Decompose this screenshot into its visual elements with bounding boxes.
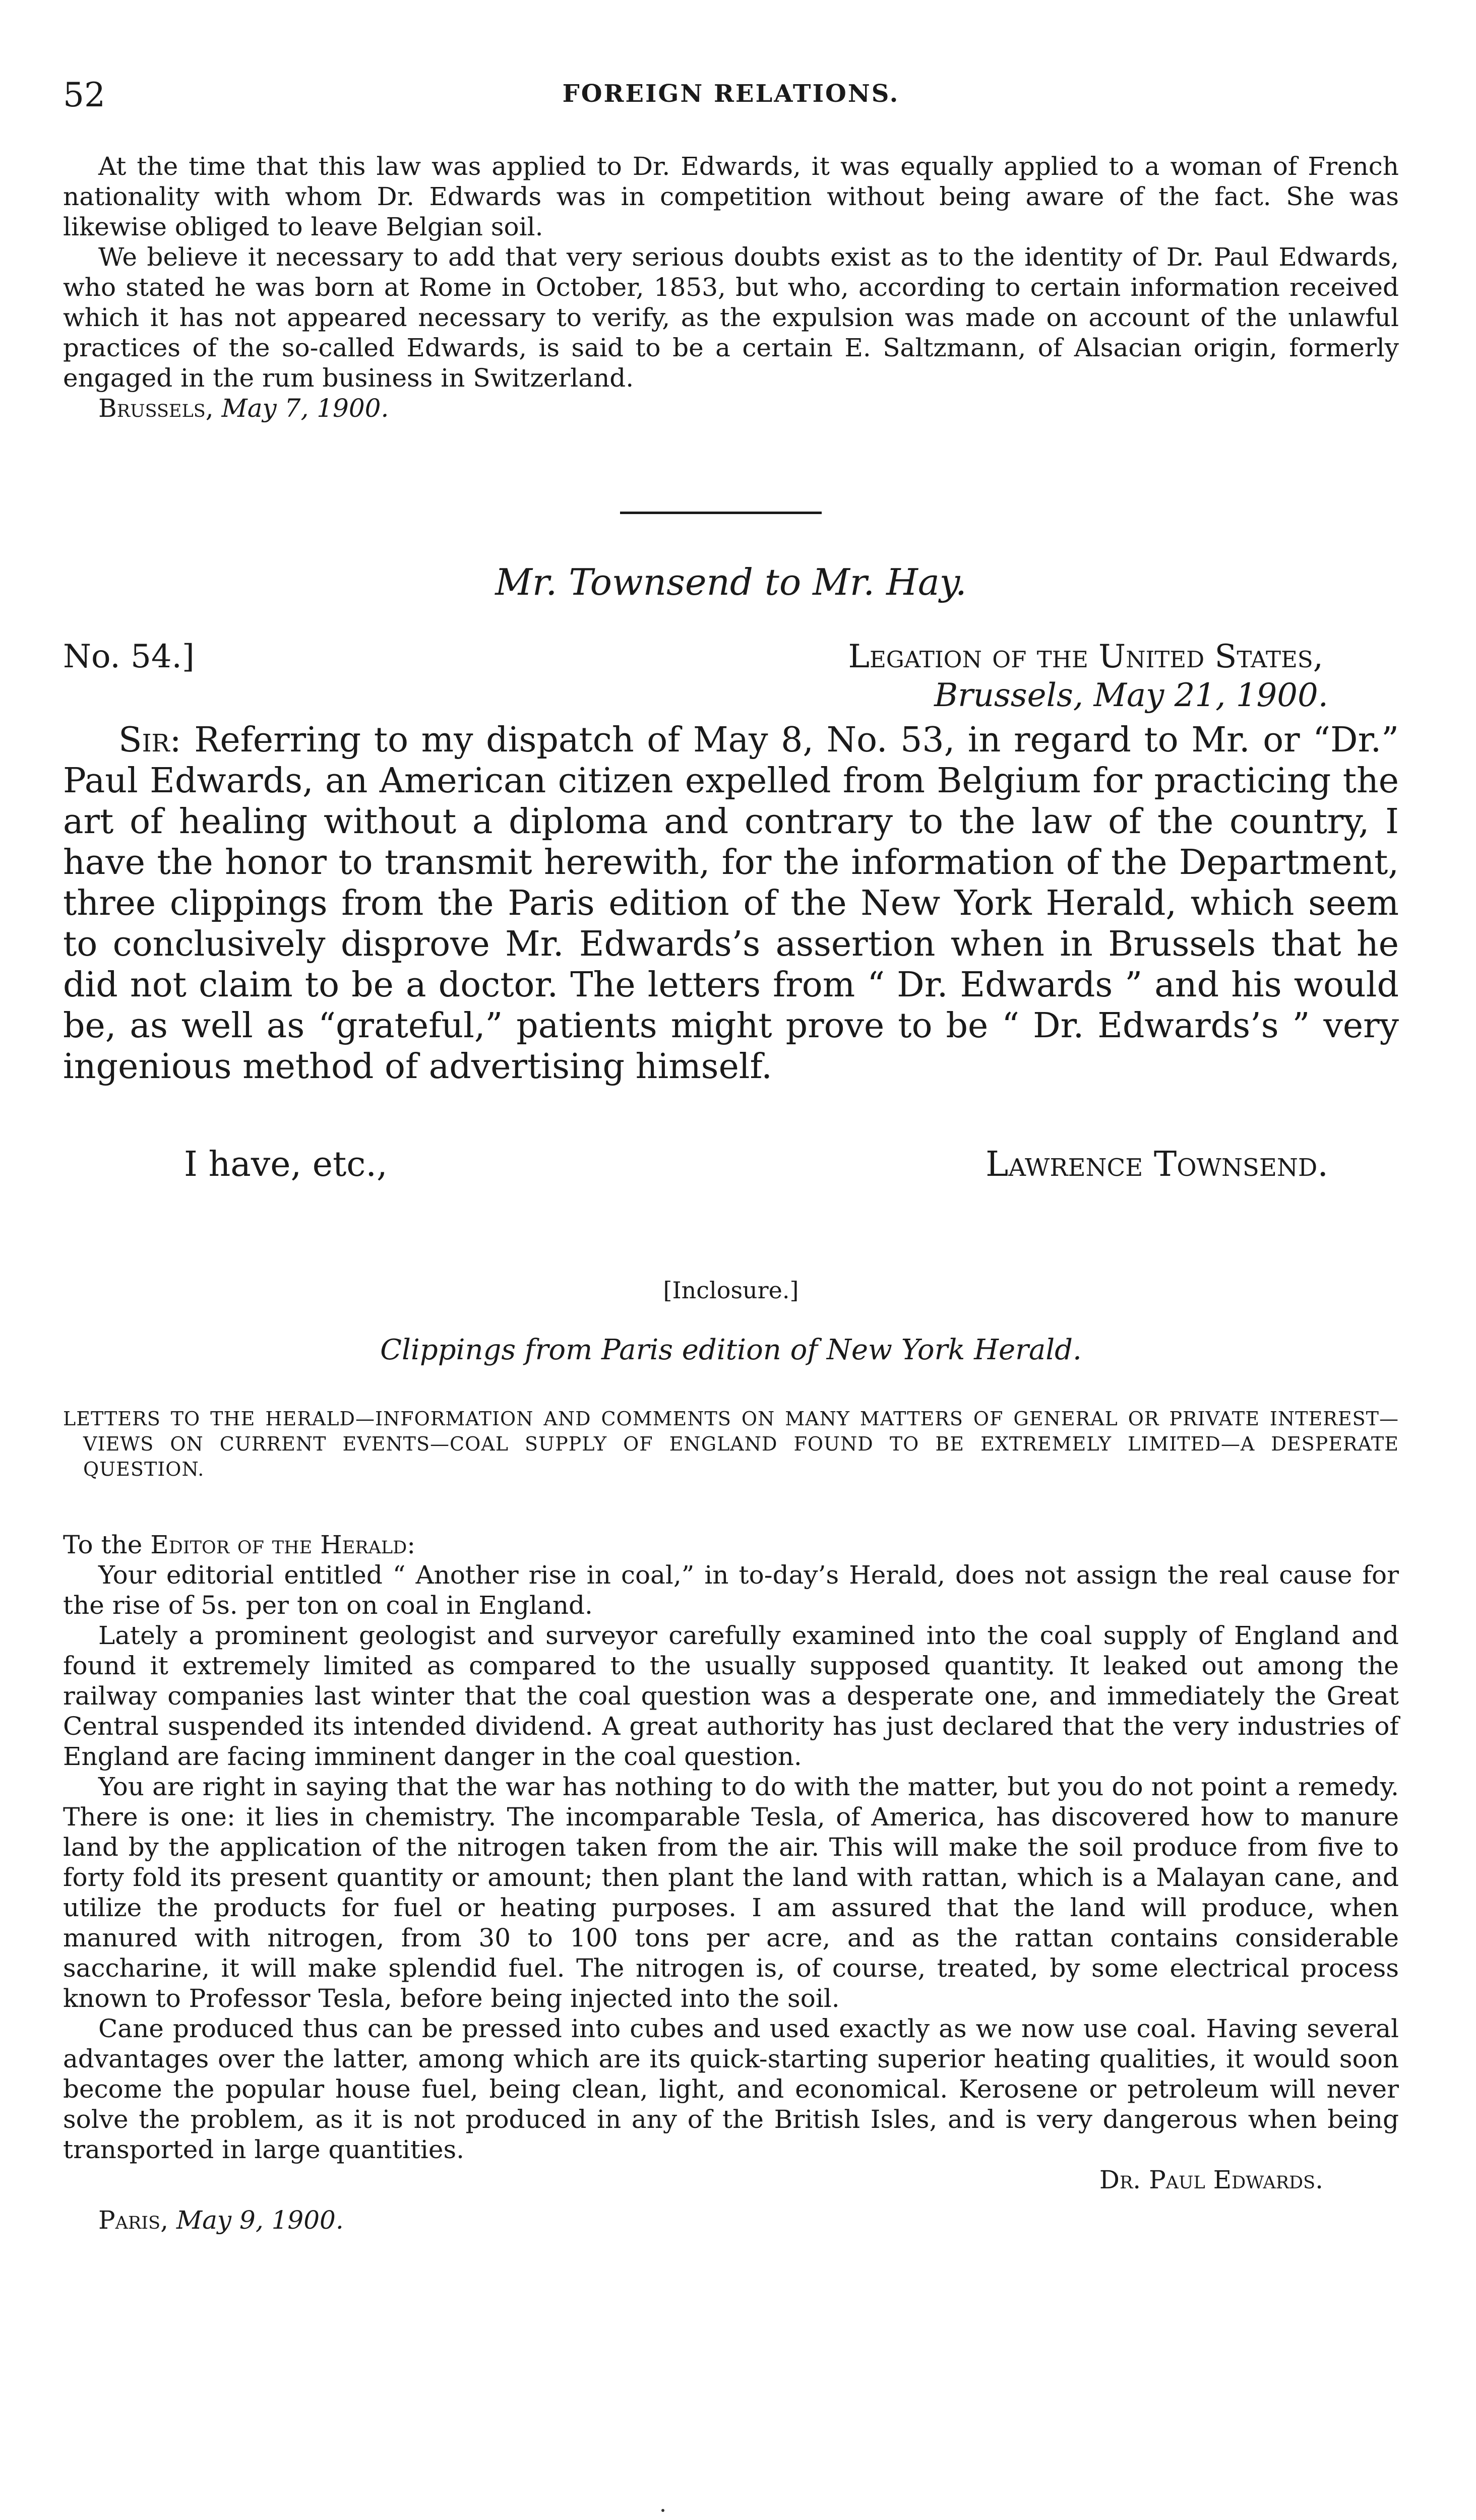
inclosure-topic: LETTERS TO THE HERALD—INFORMATION AND COMMENTS ON MANY MATTERS OF GENERAL OR PRIVATE INTEREST—VIEWS ON CURRENT EVENTS—COAL SUPPLY OF ENGLAND FOUND TO BE EXTREMELY LIMITED—A DESPERATE QUESTION. <box>63 1408 1399 1480</box>
letter-heading: Mr. Townsend to Mr. Hay. <box>495 561 967 603</box>
preceding-article <box>63 151 1399 423</box>
letter-text: Referring to my dispatch of May 8, No. 53, in regard to Mr. or “Dr.” Paul Edwards, an American citizen expelled from Belgium for practicing the art of healing without a diploma and contrary to the law of the country, I have the honor to transmit herewith, for the information of the Department, three clippings from the Paris edition of the New York Herald, which seem to conclusively disprove Mr. Edwards’s assertion when in Brussels that he did not claim to be a doctor. The letters from “ Dr. Edwards ” and his would be, as well as “grateful,” patients might prove to be “ Dr. Edwards’s ” very ingenious method of advertising himself. <box>63 720 1399 1087</box>
inclosure-date: May 9, 1900. <box>176 2206 344 2235</box>
address-recipient: Editor of the Herald: <box>150 1530 416 1559</box>
inclosure-paragraph: You are right in saying that the war has nothing to do with the matter, but you do not point a remedy. There is one: it lies in chemistry. The incomparable Tesla, of America, has discovered how to manure land by the application of the nitrogen taken from the air. This will make the soil produce from five to forty fold its present quantity or amount; then plant the land with rattan, which is a Malayan cane, and utilize the products for fuel or heating purposes. I am assured that the land will produce, when manured with nitrogen, from 30 to 100 tons per acre, and as the rattan contains considerable saccharine, it will make splendid fuel. The nitrogen is, of course, treated, by some electrical process known to Professor Tesla, before being injected into the soil. <box>63 1772 1399 2013</box>
inclosure-paragraph: Lately a prominent geologist and surveyor carefully examined into the coal supply of England and found it extremely limited as compared to the usually supposed quantity. It leaked out among the railway companies last winter that the coal question was a desperate one, and immediately the Great Central suspended its intended dividend. A great authority has just declared that the very industries of England are facing imminent danger in the coal question. <box>63 1621 1399 1771</box>
inclosure-place: Paris, <box>98 2206 168 2235</box>
inclosure-topic-block <box>63 1406 1399 1482</box>
letter-closing: I have, etc., <box>184 1145 388 1184</box>
letter-body <box>63 720 1399 1087</box>
inclosure-paragraph: Cane produced thus can be pressed into cubes and used exactly as we now use coal. Having several advantages over the latter, among which are its quick-starting superior heating qualities, it would soon become the popular house fuel, being clean, light, and economical. Kerosene or petroleum will never solve the problem, as it is not produced in any of the British Isles, and is very dangerous when being transported in large quantities. <box>63 2014 1399 2164</box>
section-divider <box>620 512 822 514</box>
preceding-paragraph: At the time that this law was applied to Dr. Edwards, it was equally applied to a woman of French nationality with whom Dr. Edwards was in competition without being aware of the fact. She was likewise obliged to leave Belgian soil. <box>63 152 1399 241</box>
salutation: Sir: <box>118 720 181 760</box>
letter-section <box>63 559 1399 605</box>
letter-dateline <box>63 678 1399 713</box>
letter-body-block <box>63 720 1399 1087</box>
running-title: FOREIGN RELATIONS. <box>562 80 900 108</box>
address-prefix: To the <box>63 1530 143 1559</box>
inclosure-letter <box>63 1530 1399 2235</box>
inclosure-title: Clippings from Paris edition of New York Herald. <box>380 1334 1082 1366</box>
inclosure-label: [Inclosure.] <box>663 1277 799 1304</box>
inclosure-signature: Dr. Paul Edwards. <box>1099 2165 1323 2194</box>
page-number: 52 <box>63 76 105 114</box>
letter-signature: Lawrence Townsend. <box>986 1145 1328 1184</box>
editor-address <box>63 1530 1399 1560</box>
legation: Legation of the United States, <box>848 638 1323 675</box>
page-header <box>63 76 1399 116</box>
inclosure-paragraph: Your editorial entitled “ Another rise in coal,” in to-day’s Herald, does not assign the real cause for the rise of 5s. per ton on coal in England. <box>63 1560 1399 1620</box>
preceding-paragraph: We believe it necessary to add that very serious doubts exist as to the identity of Dr. Paul Edwards, who stated he was born at Rome in October, 1853, but who, according to certain information received which it has not appeared necessary to verify, as the expulsion was made on account of the unlawful practices of the so-called Edwards, is said to be a certain E. Saltzmann, of Alsacian origin, formerly engaged in the rum business in Switzerland. <box>63 242 1399 393</box>
letter-date: May 21, 1900. <box>1093 677 1328 714</box>
dateline-date: May 7, 1900. <box>221 394 389 423</box>
inclosure-signature-line <box>63 2165 1399 2195</box>
dateline-place: Brussels, <box>98 394 214 423</box>
legation-line <box>63 639 1399 674</box>
letter-number: No. 54.] <box>63 638 195 675</box>
print-speck <box>661 2509 664 2512</box>
letter-place: Brussels, <box>934 677 1084 714</box>
preceding-dateline <box>63 393 1399 423</box>
inclosure-dateline <box>63 2205 1399 2235</box>
letter-closing-row <box>63 1144 1399 1185</box>
